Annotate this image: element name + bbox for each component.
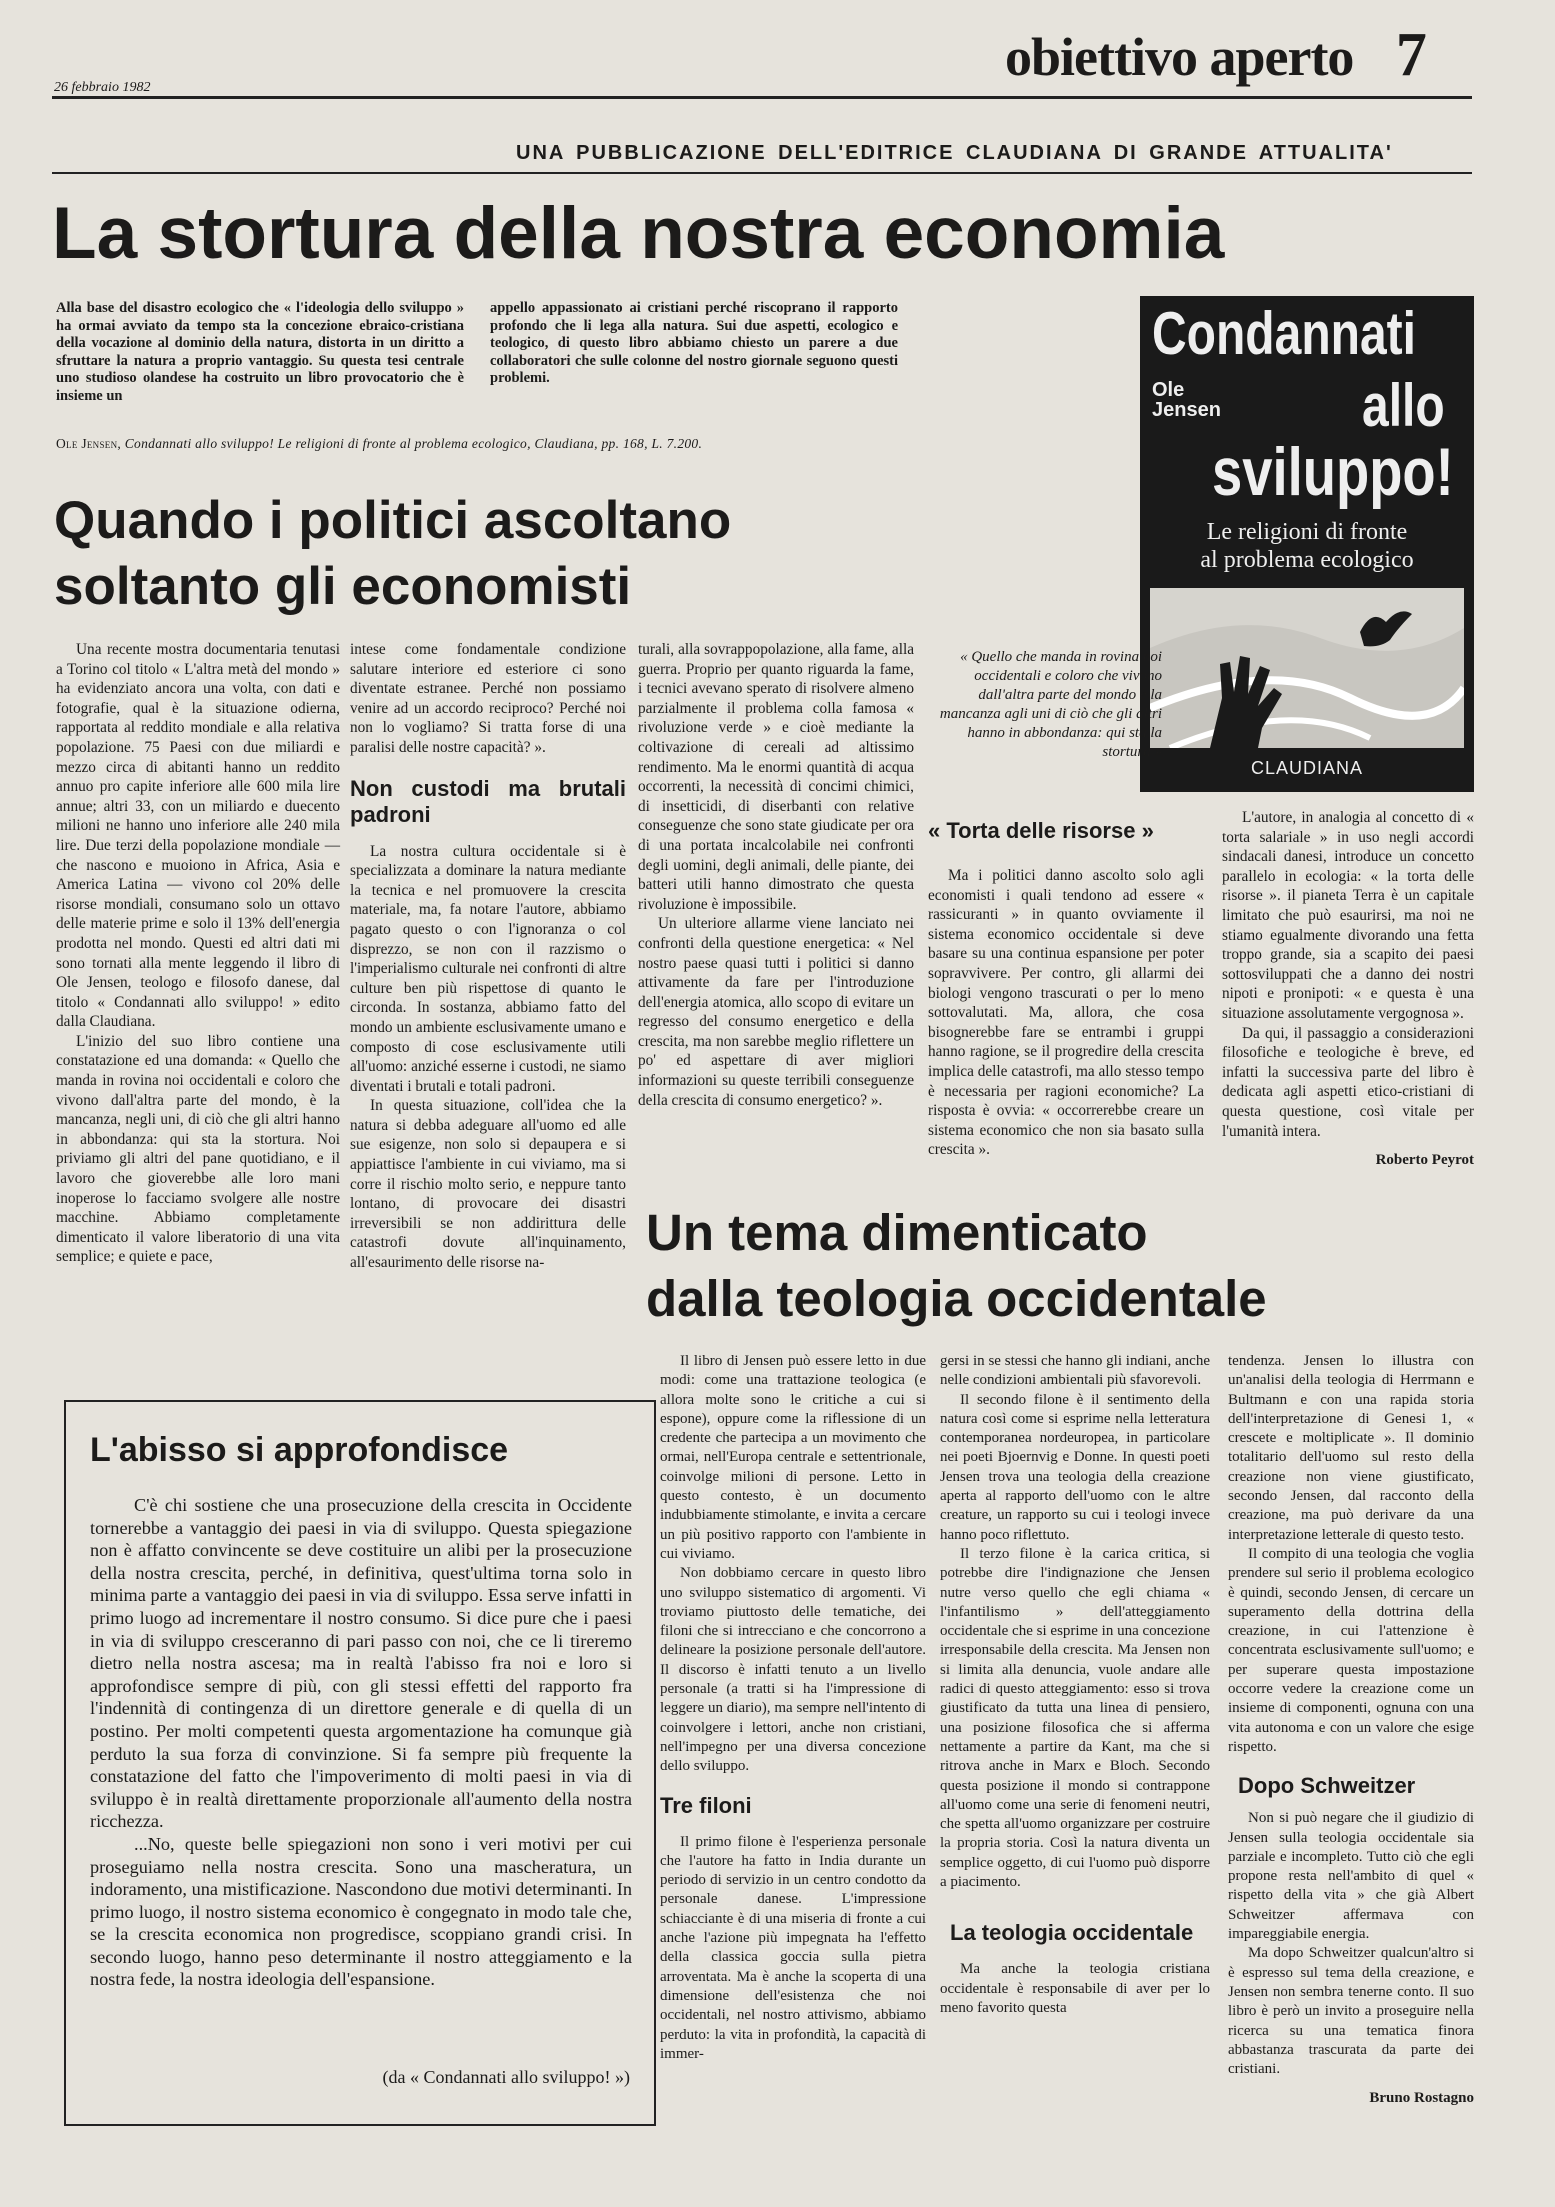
masthead-name: obiettivo aperto [1005, 27, 1354, 87]
article1-paragraph: Una recente mostra documentaria tenutasi a Torino col titolo « L'altra metà del mondo » ha evidenziato ancora una volta, con dati e fotografie, qual è la situazione odierna, rapportata al reddito mondiale e alla relativa popolazione. 75 Paesi con due miliardi e mezzo circa di abitanti hanno un reddito annuo pro capite inferiore alle 600 mila lire annue; altri 33, con un miliardo e duecento milioni ne hanno uno inferiore alle 240 mila lire. Due terzi della popolazione mondiale — che nascono e muoiono in Africa, Asia e America Latina — vivono col 20% delle risorse mondiali, consumano solo un ottavo delle materie prime e solo il 13% dell'energia prodotta nel mondo. Questi ed altri dati mi sono tornati alla mente leggendo il libro di Ole Jensen, teologo e filosofo danese, dal titolo « Condannati allo sviluppo! » edito dalla Claudiana. [56, 641, 340, 1031]
article1-col4 [928, 818, 1204, 1160]
article2-paragraph: Non si può negare che il giudizio di Jensen sulla teologia occidentale sia parziale e incompleto. Tutto ciò che egli propone resta nell'ambito di quel « rispetto della vita » che già Albert Schweitzer affermava con impareggiabile energia. [1228, 1810, 1474, 1943]
article1-paragraph: L'inizio del suo libro contiene una constatazione ed una domanda: « Quello che manda in rovina noi occidentali e coloro che vivono dall'altra parte del mondo, è la mancanza, negli uni, di ciò che gli altri hanno in abbondanza: qui sta la stortura. Noi priviamo gli altri del pane quotidiano, e il lavoro che gioverebbe alle loro mani inoperose lo facciamo svolgere alle nostre macchine. Abbiamo completamente dimenticato il valore liberatorio di una vita semplice; e quiete e pace, [56, 1032, 340, 1266]
masthead-rule [52, 96, 1472, 99]
article2-title-line-2: dalla teologia occidentale [646, 1270, 1267, 1327]
article1-col1 [56, 640, 340, 1267]
cover-publisher: CLAUDIANA [1250, 758, 1364, 778]
cover-title-line-1: Condannati [1152, 300, 1416, 367]
book-cover [1140, 296, 1474, 792]
publisher-line: UNA PUBBLICAZIONE DELL'EDITRICE CLAUDIANA DI GRANDE ATTUALITA' [516, 142, 1393, 164]
article1-title-line-2: soltanto gli economisti [54, 557, 632, 616]
article2-paragraph: Il secondo filone è il sentimento della natura così come si esprime nella letteratura contemporanea nordeuropea, in particolare nei poeti Bjoernvig e Donne. In questi poeti Jensen trova una teologia della creazione aperta al rapporto dell'uomo con le altre creature, un rapporto su cui i teologi invece hanno poco riflettuto. [940, 1391, 1210, 1543]
article2-col3 [1228, 1352, 1474, 2109]
signature-rostagno: Bruno Rostagno [1369, 2090, 1474, 2107]
cover-subtitle-line-2: al problema ecologico [1200, 547, 1414, 573]
issue-date: 26 febbraio 1982 [54, 80, 151, 95]
cover-title-line-2: allo [1362, 372, 1445, 439]
article1-col3 [638, 640, 914, 1110]
hand-icon [1210, 656, 1282, 748]
subhead-teologia: La teologia occidentale [950, 1920, 1194, 1946]
book-ref-rest: Le religioni di fronte al problema ecologico, Claudiana, pp. 168, L. 7.200. [277, 436, 703, 451]
article1-paragraph: intese come fondamentale condizione salutare interiore ed esteriore ci sono diventate estranee. Perché non possiamo venire ad un accordo reciproco? Perché noi non lo vogliamo? Si tratta forse di una paralisi delle nostre capacità? ». [350, 641, 626, 756]
boxed-paragraph: C'è chi sostiene che una prosecuzione della crescita in Occidente tornerebbe a vantaggio dei paesi in via di sviluppo. Questa spiegazione non è affatto convincente se deve costituire un alibi per la prosecuzione della nostra crescita, perché, in definitiva, quest'ultima torna solo in minima parte a vantaggio dei paesi in via di sviluppo. Essa serve infatti in primo luogo ad incrementare il nostro consumo. Si dice pure che i paesi in via di sviluppo cresceranno di pari passo con noi, che ce li tireremo dietro nella nostra ascesa; ma in realtà l'abisso fra noi e loro si approfondisce sempre di più, con gli stessi effetti del rapporto fra l'indennità di contingenza di un direttore generale e di quella di un postino. Per molti competenti questa argomentazione ha comunque già perduto la sua forza di convinzione. Si fa sempre più frequente la constatazione del fatto che l'impoverimento di molti paesi in via di sviluppo è in realtà direttamente proporzionale all'aumento della nostra ricchezza. [90, 1495, 632, 1832]
pull-quote: « Quello che manda in rovina noi occidentali e coloro che vivono dall'altra parte del mondo è la mancanza agli uni di ciò che gli altri hanno in abbondanza: qui sta la stortura » [939, 649, 1162, 760]
page-number: 7 [1395, 21, 1426, 89]
book-ref-title: Condannati allo sviluppo! [124, 436, 274, 451]
article1-title-line-1: Quando i politici ascoltano [54, 491, 732, 550]
article1-col5 [1222, 808, 1474, 1171]
article2-paragraph: tendenza. Jensen lo illustra con un'analisi della teologia di Herrmann e Bultmann e con una rapida storia dell'interpretazione di Genesi 1, « crescete e moltiplicate ». Il dominio totalitario dell'uomo sul resto della creazione non viene giustificato, secondo Jensen, dal racconto della creazione, ma può derivare da una interpretazione letterale di questo testo. [1228, 1353, 1474, 1543]
article2-paragraph: Il libro di Jensen può essere letto in due modi: come una trattazione teologica (e allora molte sono le critiche a cui si espone), oppure come la riflessione di un credente che partecipa a un movimento che ormai, nell'Europa centrale e settentrionale, coinvolge milioni di persone. Letto in questo contesto, è un documento indubbiamente stimolante, e invita a cercare un più positivo rapporto con l'ambiente in cui viviamo. [660, 1353, 926, 1562]
article1-paragraph: La nostra cultura occidentale si è specializzata a dominare la natura mediante la tecnica e nel promuovere la crescita materiale, ma, fa notare l'autore, abbiamo pagato questo o con l'ignoranza o col disprezzo, se non con il razzismo o l'imperialismo culturale nei confronti di altre culture ben più rispettose di quanto le circonda. In sostanza, abbiamo fatto del mondo un ambiente esclusivamente umano e composto di cose esclusivamente utili all'uomo: anziché esserne i custodi, ne siamo diventati i brutali e totali padroni. [350, 842, 626, 1095]
intro-left-text: Alla base del disastro ecologico che « l'ideologia dello sviluppo » ha ormai avviato da tempo sta la concezione ebraico-cristiana della vocazione al dominio della natura, distorta in un diritto a sfruttare la natura a proprio vantaggio. Su questa tesi centrale uno studioso olandese ha costruito un libro provocatorio che è insieme un [56, 300, 464, 404]
intro-left [56, 300, 464, 405]
article2-paragraph: Il primo filone è l'esperienza personale che l'autore ha fatto in India durante un periodo di servizio in un centro condotto da personale danese. L'impressione schiacciante è di una miseria di fronte a cui anche l'azione più impegnata ha l'effetto della classica goccia sulla pietra arroventata. Ma è anche la scoperta di una dimensione dell'esistenza che noi occidentali, nel nostro attivismo, abbiamo perduto: la vita in profondità, la capacità di immer- [660, 1833, 926, 2062]
article1-paragraph: Da qui, il passaggio a considerazioni filosofiche e teologiche è breve, ed infatti la successiva parte del libro è dedicata agli aspetti etico-cristiani di questa questione, così vitale per l'umanità intera. [1222, 1024, 1474, 1140]
boxed-paragraph: ...No, queste belle spiegazioni non sono i veri motivi per cui proseguiamo nella nostra crescita. Sono una mascheratura, un indoramento, una mistificazione. Nascondono due motivi determinanti. In primo luogo, il nostro sistema economico è congegnato in modo tale che, se la crescita economica non progredisce, scoppiano grandi crisi. In secondo luogo, hanno peso determinante il nostro atteggiamento e la nostra fede, la nostra ideologia dell'espansione. [90, 1833, 632, 1990]
book-reference: Ole Jensen, Condannati allo sviluppo! Le religioni di fronte al problema ecologico, Claudiana, pp. 168, L. 7.200. [56, 436, 703, 451]
cover-illustration-svg [1150, 588, 1464, 748]
cover-subtitle-line-1: Le religioni di fronte [1206, 519, 1408, 545]
subhead-schweitzer: Dopo Schweitzer [1238, 1773, 1416, 1799]
boxed-title: L'abisso si approfondisce [90, 1431, 509, 1469]
cover-author-2: Jensen [1152, 399, 1221, 421]
article1-paragraph: In questa situazione, coll'idea che la natura si debba adeguare all'uomo ed alle sue esigenze, non solo si depaupera e si appiattisce l'ambiente in cui viviamo, ma si corre il rischio molto serio, e neppure tanto lontano, di provocare dei disastri irreversibili se non addirittura delle catastrofi dovute all'inquinamento, all'esaurimento delle risorse na- [350, 1097, 626, 1272]
article2-title-line-1: Un tema dimenticato [646, 1204, 1148, 1261]
article1-paragraph: L'autore, in analogia al concetto di « torta salariale » in uso negli accordi sindacali danesi, introduce un concetto parallelo in ecologia: « la torta delle risorse ». il pianeta Terra è un capitale limitato che può esaurirsi, ma noi ne stiamo egualmente divorando una fetta troppo grande, sia a scapito dei paesi sottosviluppati che a danno dei nostri nipoti e pronipoti: « e questa è una situazione assolutamente vergognosa ». [1222, 809, 1474, 1022]
article2-paragraph: gersi in se stessi che hanno gli indiani, anche nelle condizioni ambientali più sfavorevoli. [940, 1353, 1210, 1389]
boxed-body [90, 1494, 632, 1991]
article1-paragraph: turali, alla sovrappopolazione, alla fame, alla guerra. Proprio per quanto riguarda la fame, i tecnici avevano sperato di risolvere almeno parzialmente il problema colla famosa « rivoluzione verde » e cioè mediante la coltivazione di cereali ad altissimo rendimento. Ma le enormi quantità di acqua occorrenti, la necessità di concimi chimici, di insetticidi, di diserbanti con relative conseguenze che sono state giudicate per ora di una portata incalcolabile nei confronti degli uomini, degli animali, delle piante, dei batteri utili hanno dimostrato che questa rivoluzione è impossibile. [638, 641, 914, 913]
intro-right [490, 300, 898, 388]
cover-subtitle [1140, 518, 1474, 574]
article1-paragraph: Ma i politici danno ascolto solo agli economisti i quali tendono ad essere « rassicuranti » in quanto ovviamente il sistema economico occidentale si deve basare su una continua espansione per poter sopravvivere. Per contro, gli allarmi dei biologi vengono trascurati o per lo meno sottovalutati. Ma, allora, che cosa bisognerebbe fare se entrambi i gruppi hanno ragione, se il progredire della crescita implica delle catastrofi, ma allo stesso tempo è necessaria per ragioni economiche? La risposta è ovvia: « occorrerebbe creare un sistema economico che non sia basato sulla crescita ». [928, 867, 1204, 1159]
article2-paragraph: Il compito di una teologia che voglia prendere sul serio il problema ecologico è quindi, secondo Jensen, di cercare un superamento della dottrina della creazione, in cui l'attenzione è concentrata esclusivamente sull'uomo; e per superare questa impostazione occorre vedere la creazione come un insieme di componenti, ognuna con una vita autonoma e con un valore che esige rispetto. [1228, 1545, 1474, 1755]
masthead-title [1005, 21, 1426, 89]
subhead-non-custodi: Non custodi ma brutali padroni [350, 775, 626, 827]
header-rule [52, 172, 1472, 174]
cover-title-line-3: sviluppo! [1212, 434, 1454, 510]
signature-peyrot: Roberto Peyrot [1375, 1152, 1474, 1169]
article2-paragraph: Ma dopo Schweitzer qualcun'altro si è espresso sul tema della creazione, e Jensen non sembra tenerne conto. Il suo libro è però un invito a proseguire nella ricerca su una tematica finora abbastanza trascurata da parte dei cristiani. [1228, 1945, 1474, 2078]
boxed-article [64, 1400, 656, 2126]
main-headline: La stortura della nostra economia [52, 193, 1225, 274]
article2-paragraph: Non dobbiamo cercare in questo libro uno sviluppo sistematico di argomenti. Vi troviamo piuttosto delle tematiche, dei filoni che si intrecciano e che concorrono a delineare la posizione personale dell'autore. Il discorso è infatti tenuto a un livello personale (a tratti si ha l'impressione di leggere un diario), ma sempre nell'intento di coinvolgere i lettori, anche non cristiani, nell'impegno per una diversa concezione dello sviluppo. [660, 1565, 926, 1775]
intro-right-text: appello appassionato ai cristiani perché riscoprano il rapporto profondo che li lega alla natura. Sui due aspetti, ecologico e teologico, di questo libro abbiamo chiesto un parere a due collaboratori che sulle colonne del nostro giornale seguono questi problemi. [490, 300, 898, 386]
cover-author-1: Ole [1152, 379, 1185, 401]
subhead-tre-filoni: Tre filoni [660, 1792, 752, 1818]
article1-title [54, 488, 731, 620]
article2-paragraph: Il terzo filone è la carica critica, si potrebbe dire l'indignazione che Jensen nutre verso quello che egli chiama « l'infantilismo » dell'atteggiamento occidentale che si esprime in una concezione irresponsabile della crescita. Ma Jensen non si limita alla denuncia, vuole andare alle radici di questo atteggiamento: esso si trova giustificato da tutta una linea di pensiero, una posizione filosofica che si afferma nettamente a partire da Kant, ma che si ritrova anche in Marx e Bloch. Secondo questa posizione il mondo si contrappone all'uomo come una serie di fenomeni neutri, che spetta all'uomo organizzare per costruire la propria storia. Così la natura diventa un semplice oggetto, di cui l'uomo può disporre a piacimento. [940, 1545, 1210, 1891]
article2-paragraph: Ma anche la teologia cristiana occidentale è responsabile di aver per lo meno favorito questa [940, 1961, 1210, 2016]
article2-col2 [940, 1352, 1210, 2018]
article2-col1 [660, 1352, 926, 2064]
boxed-source: (da « Condannati allo sviluppo! ») [382, 2067, 630, 2087]
article1-col2 [350, 640, 626, 1273]
subhead-torta: « Torta delle risorse » [928, 818, 1154, 843]
book-ref-author: Ole Jensen [56, 436, 118, 451]
cover-illustration [1150, 588, 1464, 748]
article1-paragraph: Un ulteriore allarme viene lanciato nei confronti della questione energetica: « Nel nostro paese quasi tutti i politici si danno attivamente da fare per l'introduzione dell'energia atomica, allo scopo di evitare un regresso del consumo energetico e della crescita, ma non sarebbe meglio riflettere un po' ed aspettare di aver migliori informazioni su queste terribili conseguenze della crescita di consumo energetico? ». [638, 915, 914, 1109]
article2-title [646, 1200, 1267, 1332]
